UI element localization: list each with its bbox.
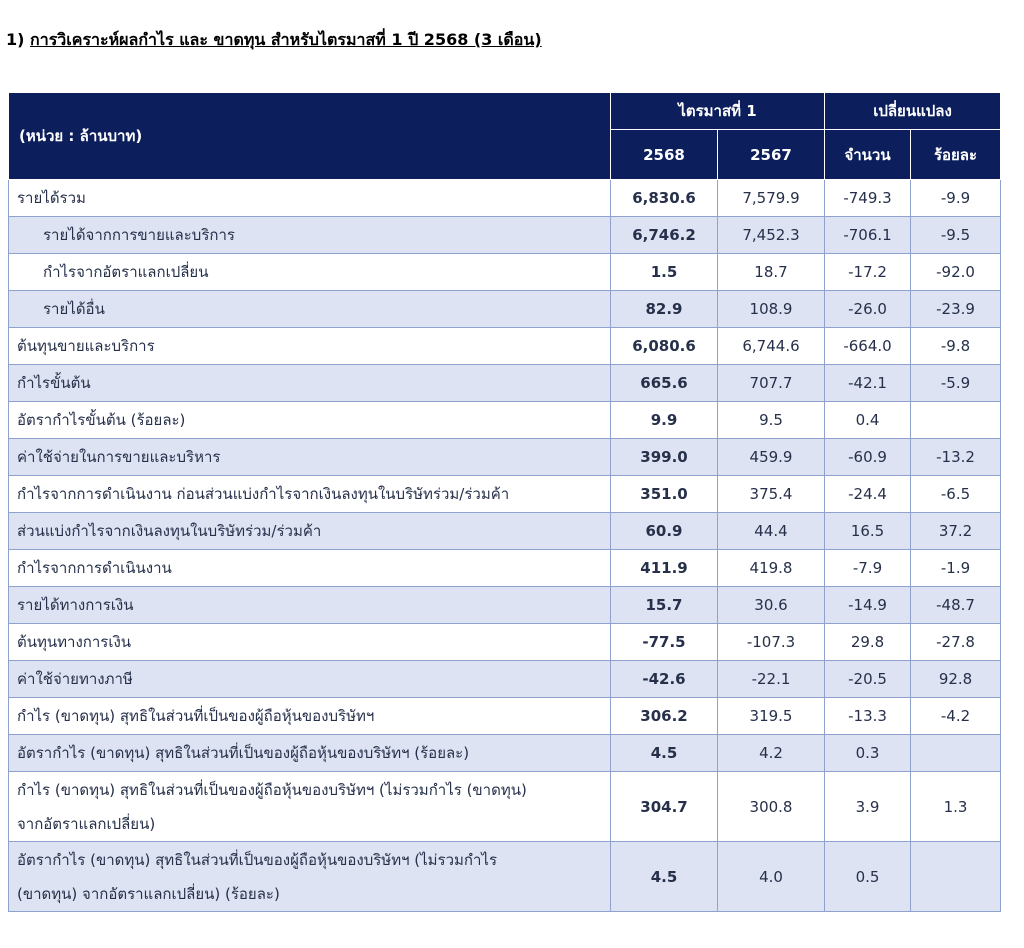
change-percent: -9.9 bbox=[911, 180, 1001, 217]
change-amount: -42.1 bbox=[825, 365, 911, 402]
value-2567: 459.9 bbox=[718, 439, 825, 476]
change-amount: 0.5 bbox=[825, 842, 911, 912]
row-label: ค่าใช้จ่ายทางภาษี bbox=[9, 661, 611, 698]
row-label-line1: กำไร (ขาดทุน) สุทธิในส่วนที่เป็นของผู้ถือหุ้นของบริษัทฯ (ไม่รวมกำไร (ขาดทุน) bbox=[17, 780, 527, 799]
value-2567: 419.8 bbox=[718, 550, 825, 587]
value-2567: 9.5 bbox=[718, 402, 825, 439]
row-label-line2: (ขาดทุน) จากอัตราแลกเปลี่ยน) (ร้อยละ) bbox=[17, 884, 280, 903]
change-percent: -23.9 bbox=[911, 291, 1001, 328]
change-percent: 1.3 bbox=[911, 772, 1001, 842]
row-label-line1: อัตรากำไร (ขาดทุน) สุทธิในส่วนที่เป็นของผู้ถือหุ้นของบริษัทฯ (ไม่รวมกำไร bbox=[17, 850, 498, 869]
table-row bbox=[9, 328, 1001, 365]
table-row bbox=[9, 476, 1001, 513]
row-label: อัตรากำไรขั้นต้น (ร้อยละ) bbox=[9, 402, 611, 439]
value-2568: 351.0 bbox=[611, 476, 718, 513]
change-percent: -48.7 bbox=[911, 587, 1001, 624]
amount-header: จำนวน bbox=[825, 130, 911, 180]
change-group-header: เปลี่ยนแปลง bbox=[825, 93, 1001, 130]
table-row bbox=[9, 842, 1001, 912]
change-amount: -7.9 bbox=[825, 550, 911, 587]
value-2568: 60.9 bbox=[611, 513, 718, 550]
value-2567: 108.9 bbox=[718, 291, 825, 328]
value-2568: -77.5 bbox=[611, 624, 718, 661]
change-amount: 0.4 bbox=[825, 402, 911, 439]
heading-title: การวิเคราะห์ผลกำไร และ ขาดทุน สำหรับไตรมาสที่ 1 ปี 2568 (3 เดือน) bbox=[30, 30, 542, 49]
value-2567: 4.2 bbox=[718, 735, 825, 772]
change-amount: 29.8 bbox=[825, 624, 911, 661]
row-label: ต้นทุนขายและบริการ bbox=[9, 328, 611, 365]
value-2567: 4.0 bbox=[718, 842, 825, 912]
row-label-line2: จากอัตราแลกเปลี่ยน) bbox=[17, 814, 156, 833]
value-2568: 665.6 bbox=[611, 365, 718, 402]
year-2568-header: 2568 bbox=[611, 130, 718, 180]
row-label: กำไรจากการดำเนินงาน ก่อนส่วนแบ่งกำไรจากเงินลงทุนในบริษัทร่วม/ร่วมค้า bbox=[9, 476, 611, 513]
change-amount: -14.9 bbox=[825, 587, 911, 624]
table-row bbox=[9, 772, 1001, 842]
value-2567: 375.4 bbox=[718, 476, 825, 513]
value-2567: -22.1 bbox=[718, 661, 825, 698]
change-percent: -1.9 bbox=[911, 550, 1001, 587]
change-amount: -24.4 bbox=[825, 476, 911, 513]
change-percent: -6.5 bbox=[911, 476, 1001, 513]
value-2567: -107.3 bbox=[718, 624, 825, 661]
change-percent: -92.0 bbox=[911, 254, 1001, 291]
value-2567: 18.7 bbox=[718, 254, 825, 291]
value-2568: 15.7 bbox=[611, 587, 718, 624]
change-percent bbox=[911, 735, 1001, 772]
profit-loss-table bbox=[8, 92, 1001, 912]
value-2568: 4.5 bbox=[611, 735, 718, 772]
value-2568: 306.2 bbox=[611, 698, 718, 735]
unit-header: (หน่วย : ล้านบาท) bbox=[9, 93, 611, 180]
table-row bbox=[9, 587, 1001, 624]
value-2567: 300.8 bbox=[718, 772, 825, 842]
value-2567: 7,452.3 bbox=[718, 217, 825, 254]
percent-header: ร้อยละ bbox=[911, 130, 1001, 180]
change-percent: -9.8 bbox=[911, 328, 1001, 365]
change-percent: -5.9 bbox=[911, 365, 1001, 402]
value-2567: 319.5 bbox=[718, 698, 825, 735]
table-row bbox=[9, 217, 1001, 254]
row-label: กำไรจากอัตราแลกเปลี่ยน bbox=[9, 254, 611, 291]
row-label: กำไรขั้นต้น bbox=[9, 365, 611, 402]
change-amount: -13.3 bbox=[825, 698, 911, 735]
change-amount: -60.9 bbox=[825, 439, 911, 476]
value-2568: 4.5 bbox=[611, 842, 718, 912]
change-amount: -749.3 bbox=[825, 180, 911, 217]
value-2568: 6,830.6 bbox=[611, 180, 718, 217]
value-2568: -42.6 bbox=[611, 661, 718, 698]
value-2568: 399.0 bbox=[611, 439, 718, 476]
value-2568: 9.9 bbox=[611, 402, 718, 439]
value-2567: 30.6 bbox=[718, 587, 825, 624]
row-label: ค่าใช้จ่ายในการขายและบริหาร bbox=[9, 439, 611, 476]
row-label: รายได้จากการขายและบริการ bbox=[9, 217, 611, 254]
table-row bbox=[9, 513, 1001, 550]
change-percent: -13.2 bbox=[911, 439, 1001, 476]
table-row bbox=[9, 698, 1001, 735]
table-row bbox=[9, 402, 1001, 439]
value-2568: 304.7 bbox=[611, 772, 718, 842]
change-percent: -9.5 bbox=[911, 217, 1001, 254]
table-row bbox=[9, 180, 1001, 217]
change-percent bbox=[911, 402, 1001, 439]
value-2568: 6,080.6 bbox=[611, 328, 718, 365]
change-amount: 3.9 bbox=[825, 772, 911, 842]
value-2568: 6,746.2 bbox=[611, 217, 718, 254]
change-percent: 37.2 bbox=[911, 513, 1001, 550]
change-percent: -27.8 bbox=[911, 624, 1001, 661]
row-label: กำไร (ขาดทุน) สุทธิในส่วนที่เป็นของผู้ถือหุ้นของบริษัทฯ bbox=[9, 698, 611, 735]
row-label: รายได้อื่น bbox=[9, 291, 611, 328]
change-amount: -26.0 bbox=[825, 291, 911, 328]
table-row bbox=[9, 439, 1001, 476]
change-amount: 0.3 bbox=[825, 735, 911, 772]
change-amount: 16.5 bbox=[825, 513, 911, 550]
value-2567: 707.7 bbox=[718, 365, 825, 402]
value-2568: 1.5 bbox=[611, 254, 718, 291]
value-2567: 6,744.6 bbox=[718, 328, 825, 365]
change-amount: -664.0 bbox=[825, 328, 911, 365]
row-label: ส่วนแบ่งกำไรจากเงินลงทุนในบริษัทร่วม/ร่วมค้า bbox=[9, 513, 611, 550]
section-heading bbox=[6, 28, 542, 53]
table-row bbox=[9, 624, 1001, 661]
table-row bbox=[9, 291, 1001, 328]
table-row bbox=[9, 254, 1001, 291]
value-2568: 82.9 bbox=[611, 291, 718, 328]
table-row bbox=[9, 661, 1001, 698]
change-percent bbox=[911, 842, 1001, 912]
heading-number: 1) bbox=[6, 30, 25, 49]
value-2567: 7,579.9 bbox=[718, 180, 825, 217]
quarter-group-header: ไตรมาสที่ 1 bbox=[611, 93, 825, 130]
value-2567: 44.4 bbox=[718, 513, 825, 550]
row-label: อัตรากำไร (ขาดทุน) สุทธิในส่วนที่เป็นของผู้ถือหุ้นของบริษัทฯ (ร้อยละ) bbox=[9, 735, 611, 772]
row-label bbox=[9, 772, 611, 842]
change-amount: -706.1 bbox=[825, 217, 911, 254]
row-label: รายได้รวม bbox=[9, 180, 611, 217]
change-percent: 92.8 bbox=[911, 661, 1001, 698]
row-label: กำไรจากการดำเนินงาน bbox=[9, 550, 611, 587]
year-2567-header: 2567 bbox=[718, 130, 825, 180]
change-amount: -17.2 bbox=[825, 254, 911, 291]
row-label bbox=[9, 842, 611, 912]
value-2568: 411.9 bbox=[611, 550, 718, 587]
change-percent: -4.2 bbox=[911, 698, 1001, 735]
row-label: ต้นทุนทางการเงิน bbox=[9, 624, 611, 661]
table-row bbox=[9, 735, 1001, 772]
row-label: รายได้ทางการเงิน bbox=[9, 587, 611, 624]
table-row bbox=[9, 550, 1001, 587]
table-row bbox=[9, 365, 1001, 402]
change-amount: -20.5 bbox=[825, 661, 911, 698]
